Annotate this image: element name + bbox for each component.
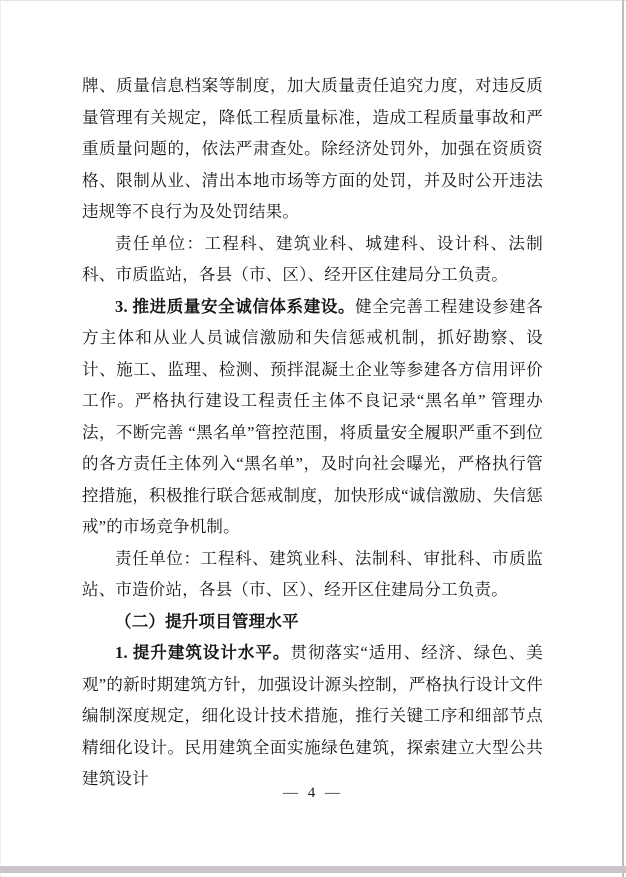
document-body [82, 70, 543, 795]
page-number: — 4 — [283, 785, 343, 801]
paragraph-text: 贯彻落实“适用、经济、绿色、美观”的新时期建筑方针，加强设计源头控制，严格执行设计文件编制深度规定，细化设计技术措施，推行关键工序和细部节点精细化设计。民用建筑全面实施绿色建筑，探索建立大型公共建筑设计 [82, 643, 543, 788]
paragraph-item-1 [82, 637, 543, 795]
page-bottom-edge [0, 866, 626, 873]
paragraph-responsible-units-1 [82, 228, 543, 291]
paragraph-bold-lead: 3. 推进质量安全诚信体系建设。 [115, 296, 356, 316]
section-heading-text: （二）提升项目管理水平 [115, 611, 299, 631]
paragraph-responsible-units-2 [82, 543, 543, 606]
paragraph-text: 责任单位：工程科、建筑业科、城建科、设计科、法制科、市质监站，各县（市、区）、经开区住建局分工负责。 [82, 233, 543, 284]
paragraph-bold-lead: 1. 提升建筑设计水平。 [115, 643, 291, 662]
paragraph-item-3 [82, 291, 543, 543]
paragraph-text: 健全完善工程建设参建各方主体和从业人员诚信激励和失信惩戒机制，抓好勘察、设计、施工、监理、检测、预拌混凝土企业等参建各方信用评价工作。严格执行建设工程责任主体不良记录“黑名单” 管理办法，不断完善 “黑名单”管控范围，将质量安全履职严重不到位的各方责任主体列入“黑名单”，及时向社会曝光，严格执行管控措施，积极推行联合惩戒制度，加快形成“诚信激励、失信惩戒”的市场竞争机制。 [82, 296, 543, 536]
section-heading-2 [82, 606, 543, 638]
page-left-edge [0, 0, 1, 877]
paragraph-text: 责任单位：工程科、建筑业科、法制科、审批科、市质监站、市造价站，各县（市、区）、经开区住建局分工负责。 [82, 548, 543, 599]
paragraph-text: 牌、质量信息档案等制度，加大质量责任追究力度，对违反质量管理有关规定，降低工程质量标准，造成工程质量事故和严重质量问题的，依法严肃查处。除经济处罚外，加强在资质资格、限制从业、清出本地市场等方面的处罚，并及时公开违法违规等不良行为及处罚结果。 [82, 76, 543, 221]
page-right-edge [622, 0, 624, 877]
paragraph-continuation [82, 70, 543, 228]
page-top-edge [0, 0, 626, 1]
